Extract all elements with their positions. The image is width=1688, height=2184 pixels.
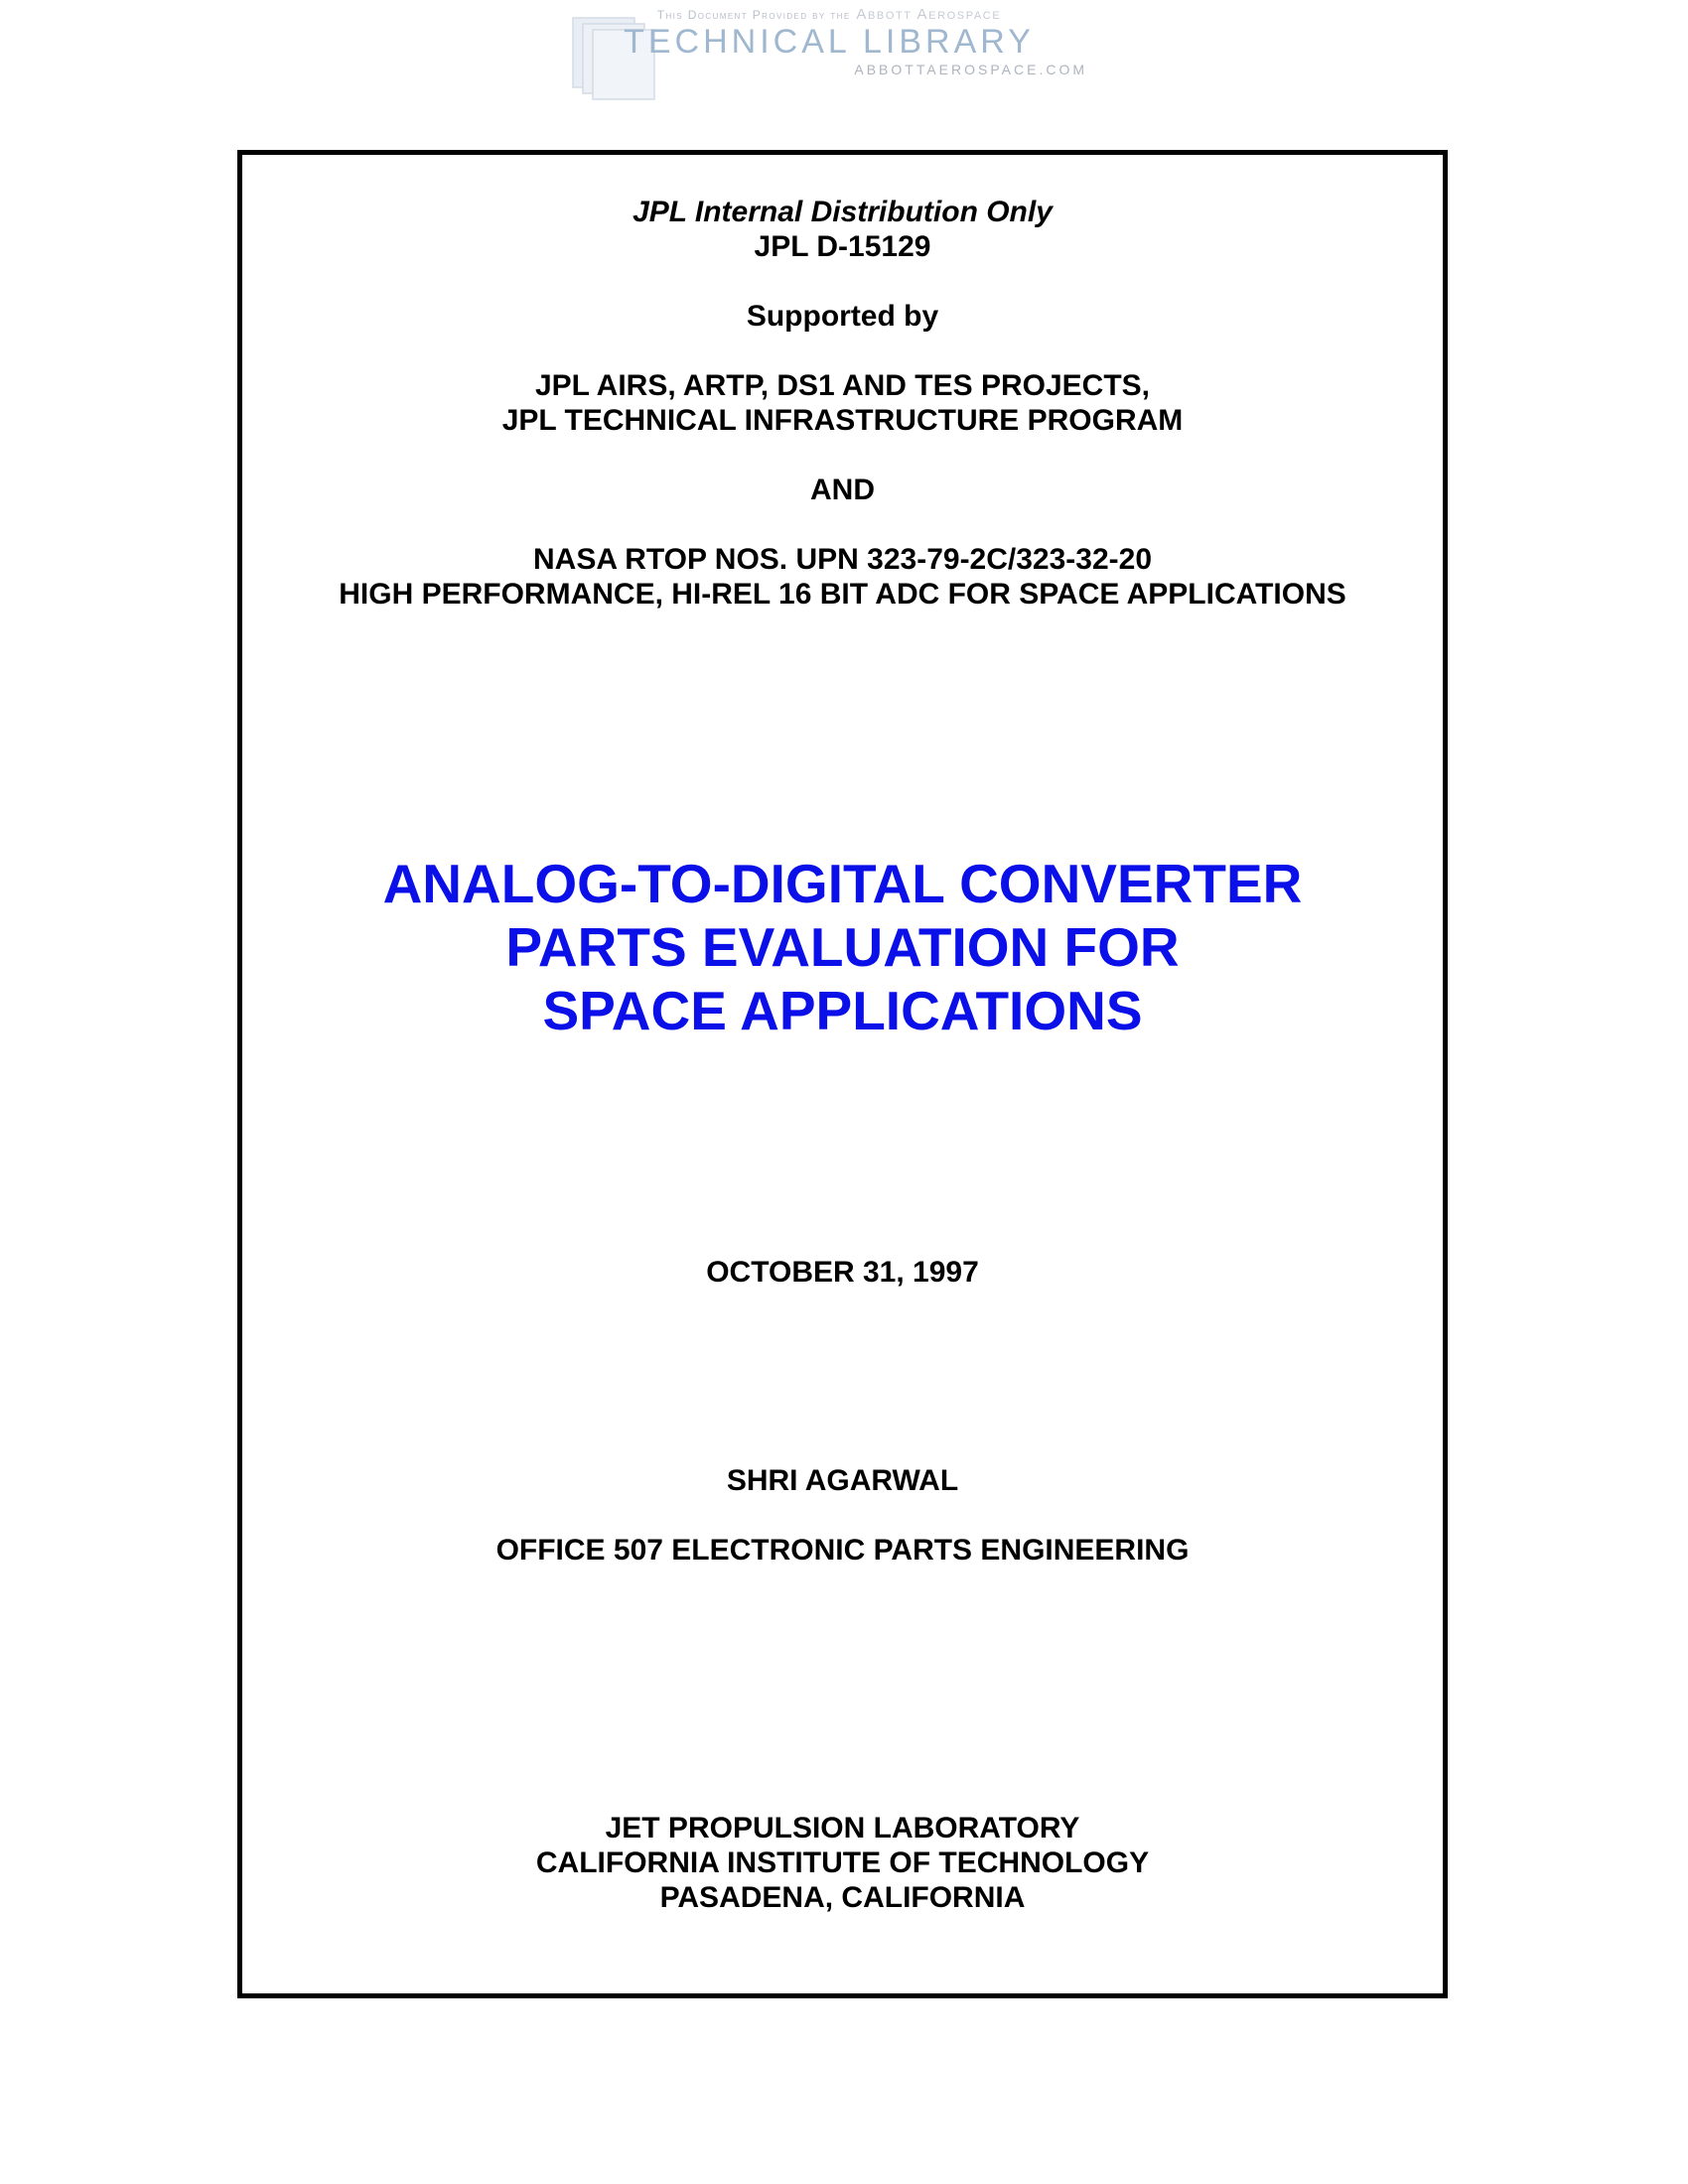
- watermark-banner: [571, 4, 1087, 103]
- document-title-line-3: SPACE APPLICATIONS: [542, 980, 1143, 1041]
- document-number: JPL D-15129: [754, 230, 931, 263]
- watermark-brand: Abbott Aerospace: [856, 6, 1002, 23]
- projects-line-1: JPL AIRS, ARTP, DS1 AND TES PROJECTS,: [534, 369, 1151, 402]
- institution-line-3: PASADENA, CALIFORNIA: [659, 1881, 1026, 1914]
- watermark-prefix: This Document Provided by the: [656, 8, 851, 22]
- institution-line-2: CALIFORNIA INSTITUTE OF TECHNOLOGY: [535, 1846, 1150, 1879]
- watermark-provided-by: [571, 6, 1087, 23]
- document-title-line-2: PARTS EVALUATION FOR: [505, 916, 1180, 978]
- cover-frame: [237, 150, 1448, 1998]
- watermark-url: ABBOTTAEROSPACE.COM: [854, 62, 1087, 77]
- document-title-line-1: ANALOG-TO-DIGITAL CONVERTER: [382, 853, 1303, 914]
- and-label: AND: [810, 474, 875, 506]
- institution-line-1: JET PROPULSION LABORATORY: [605, 1812, 1080, 1844]
- author-name: SHRI AGARWAL: [726, 1464, 959, 1497]
- distribution-notice: JPL Internal Distribution Only: [633, 196, 1053, 228]
- nasa-rtop-line: NASA RTOP NOS. UPN 323-79-2C/323-32-20: [532, 543, 1153, 576]
- publication-date: OCTOBER 31, 1997: [706, 1256, 979, 1289]
- author-office: OFFICE 507 ELECTRONIC PARTS ENGINEERING: [495, 1534, 1190, 1567]
- watermark-title: TECHNICAL LIBRARY: [624, 23, 1035, 61]
- program-description: HIGH PERFORMANCE, HI-REL 16 BIT ADC FOR SPACE APPLICATIONS: [339, 578, 1346, 611]
- supported-by-label: Supported by: [746, 300, 939, 333]
- projects-line-2: JPL TECHNICAL INFRASTRUCTURE PROGRAM: [501, 404, 1184, 437]
